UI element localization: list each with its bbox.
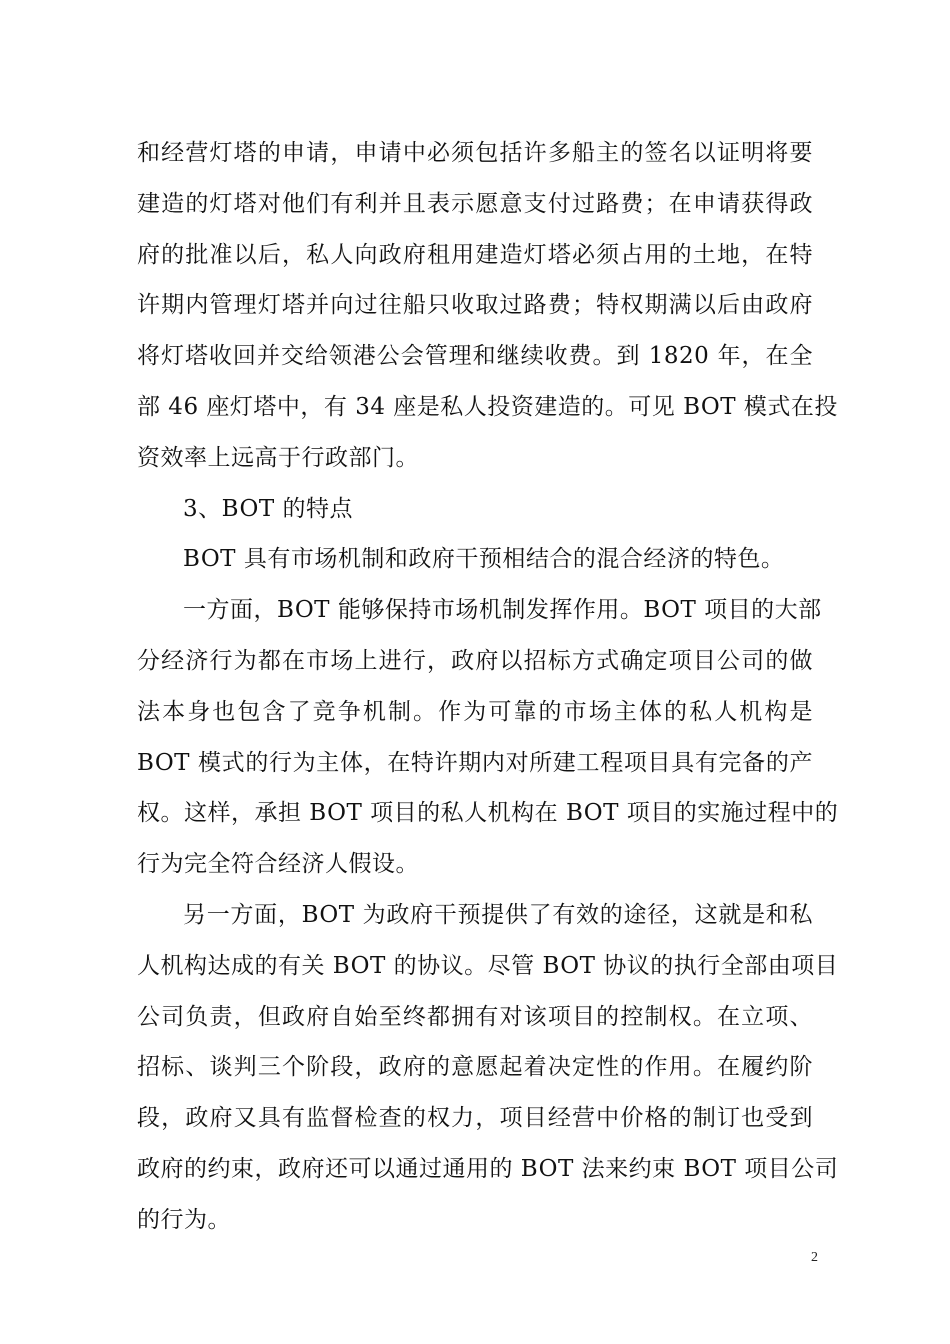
text-line: 段，政府又具有监督检查的权力，项目经营中价格的制订也受到 xyxy=(137,1105,813,1132)
text-line: 行为完全符合经济人假设。 xyxy=(137,851,419,878)
text-line: 分经济行为都在市场上进行，政府以招标方式确定项目公司的做 xyxy=(137,647,813,674)
page-number: 2 xyxy=(811,1250,818,1265)
text-line: 权。这样，承担 BOT 项目的私人机构在 BOT 项目的实施过程中的 xyxy=(137,800,839,827)
text-line: 公司负责，但政府自始至终都拥有对该项目的控制权。在立项、 xyxy=(137,1003,813,1030)
text-line: 的行为。 xyxy=(137,1206,231,1233)
text-line: 人机构达成的有关 BOT 的协议。尽管 BOT 协议的执行全部由项目 xyxy=(137,952,839,979)
text-line: BOT 模式的行为主体，在特许期内对所建工程项目具有完备的产 xyxy=(137,749,813,776)
body-text xyxy=(137,128,839,1246)
text-line: BOT 具有市场机制和政府干预相结合的混合经济的特色。 xyxy=(183,546,785,573)
text-line: 部 46 座灯塔中，有 34 座是私人投资建造的。可见 BOT 模式在投 xyxy=(137,393,838,420)
text-line: 资效率上远高于行政部门。 xyxy=(137,444,419,471)
text-line: 一方面，BOT 能够保持市场机制发挥作用。BOT 项目的大部 xyxy=(183,597,822,624)
text-line: 建造的灯塔对他们有利并且表示愿意支付过路费；在申请获得政 xyxy=(137,190,813,217)
text-line: 将灯塔收回并交给领港公会管理和继续收费。到 1820 年，在全 xyxy=(137,343,813,370)
text-line: 府的批准以后，私人向政府租用建造灯塔必须占用的土地，在特 xyxy=(137,241,813,268)
text-line: 政府的约束，政府还可以通过通用的 BOT 法来约束 BOT 项目公司 xyxy=(137,1155,839,1182)
section-heading: 3、BOT 的特点 xyxy=(183,495,353,522)
text-line: 招标、谈判三个阶段，政府的意愿起着决定性的作用。在履约阶 xyxy=(137,1054,813,1081)
text-line: 和经营灯塔的申请，申请中必须包括许多船主的签名以证明将要 xyxy=(137,140,813,166)
text-line: 许期内管理灯塔并向过往船只收取过路费；特权期满以后由政府 xyxy=(137,292,813,319)
text-line: 法本身也包含了竞争机制。作为可靠的市场主体的私人机构是 xyxy=(137,698,813,725)
text-line: 另一方面，BOT 为政府干预提供了有效的途径，这就是和私 xyxy=(183,901,813,928)
